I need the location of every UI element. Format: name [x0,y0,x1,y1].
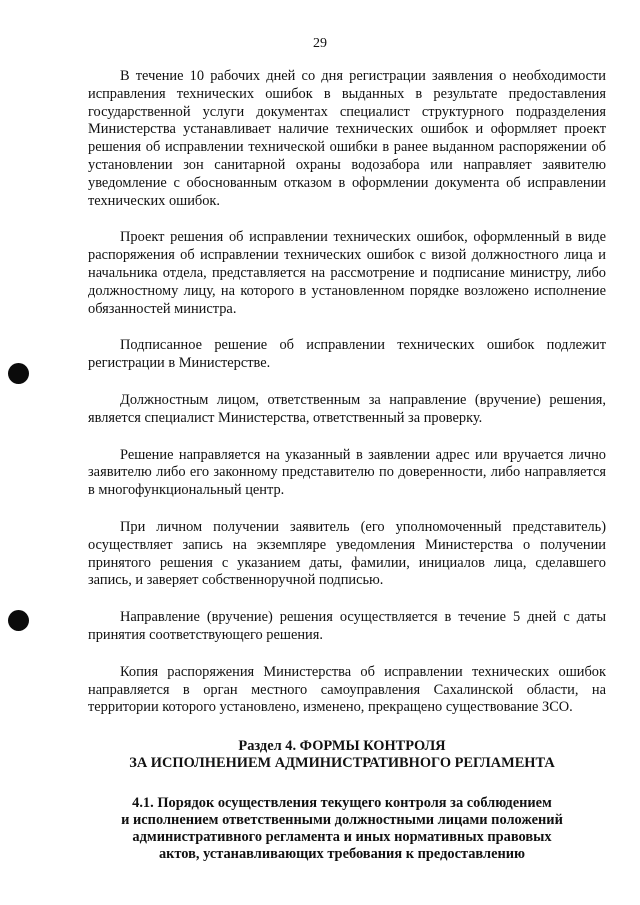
paragraph-delivery-term: Направление (вручение) решения осуществляется в течение 5 дней с даты принятия соответствующего решения. [88,609,606,643]
subsection-heading-line: актов, устанавливающих требования к предоставлению [158,846,526,862]
paragraph-decision-delivery: Решение направляется на указанный в заявлении адрес или вручается лично заявителю либо его законному представителю по доверенности, либо направляется в многофункциональный центр. [88,446,606,499]
section-heading [92,738,592,772]
paragraph-registration: Подписанное решение об исправлении технических ошибок подлежит регистрации в Министерстве. [88,337,606,372]
paragraph-error-correction-deadline: В течение 10 рабочих дней со дня регистрации заявления о необходимости исправления технических ошибок в выданных в результате предоставления государственной услуги документах специалист структурного подразделения Министерства устанавливает наличие технических ошибок и оформляет проект решения об исправлении технической ошибки в ранее выданном распоряжении об установлении зон санитарной охраны водозабора или направляет заявителю уведомление с обоснованным отказом в оформлении документа об исправлении технических ошибок. [88,68,606,209]
subsection-heading-line: 4.1. Порядок осуществления текущего контроля за соблюдением [132,795,552,811]
subsection-heading-line: и исполнением ответственными должностными лицами положений [121,812,563,828]
paragraph-responsible-official: Должностным лицом, ответственным за направление (вручение) решения, является специалист Министерства, ответственный за проверку. [88,391,606,426]
punch-hole-mark [8,610,29,631]
paragraph-copy-to-local-authority: Копия распоряжения Министерства об исправлении технических ошибок направляется в орган местного самоуправления Сахалинской области, на территории которого установлено, изменено, прекращено существование ЗСО. [88,663,606,716]
section-heading-line: Раздел 4. ФОРМЫ КОНТРОЛЯ [238,738,446,754]
document-body [88,68,606,736]
subsection-heading-line: административного регламента и иных нормативных правовых [132,829,552,845]
paragraph-draft-decision: Проект решения об исправлении технических ошибок, оформленный в виде распоряжения об исправлении технических ошибок с визой должностного лица и начальника отдела, представляется на рассмотрение и подписание министру, либо должностному лицу, на которого в установленном порядке возложено исполнение обязанностей министра. [88,229,606,317]
section-heading-line: ЗА ИСПОЛНЕНИЕМ АДМИНИСТРАТИВНОГО РЕГЛАМЕНТА [129,755,555,771]
paragraph-personal-receipt: При личном получении заявитель (его уполномоченный представитель) осуществляет запись на экземпляре уведомления Министерства о получении принятого решения с указанием даты, фамилии, инициалов лица, сделавшего запись, и заверяет собственноручной подписью. [88,518,606,589]
page-number: 29 [313,36,327,51]
punch-hole-mark [8,363,29,384]
subsection-heading [92,795,592,863]
